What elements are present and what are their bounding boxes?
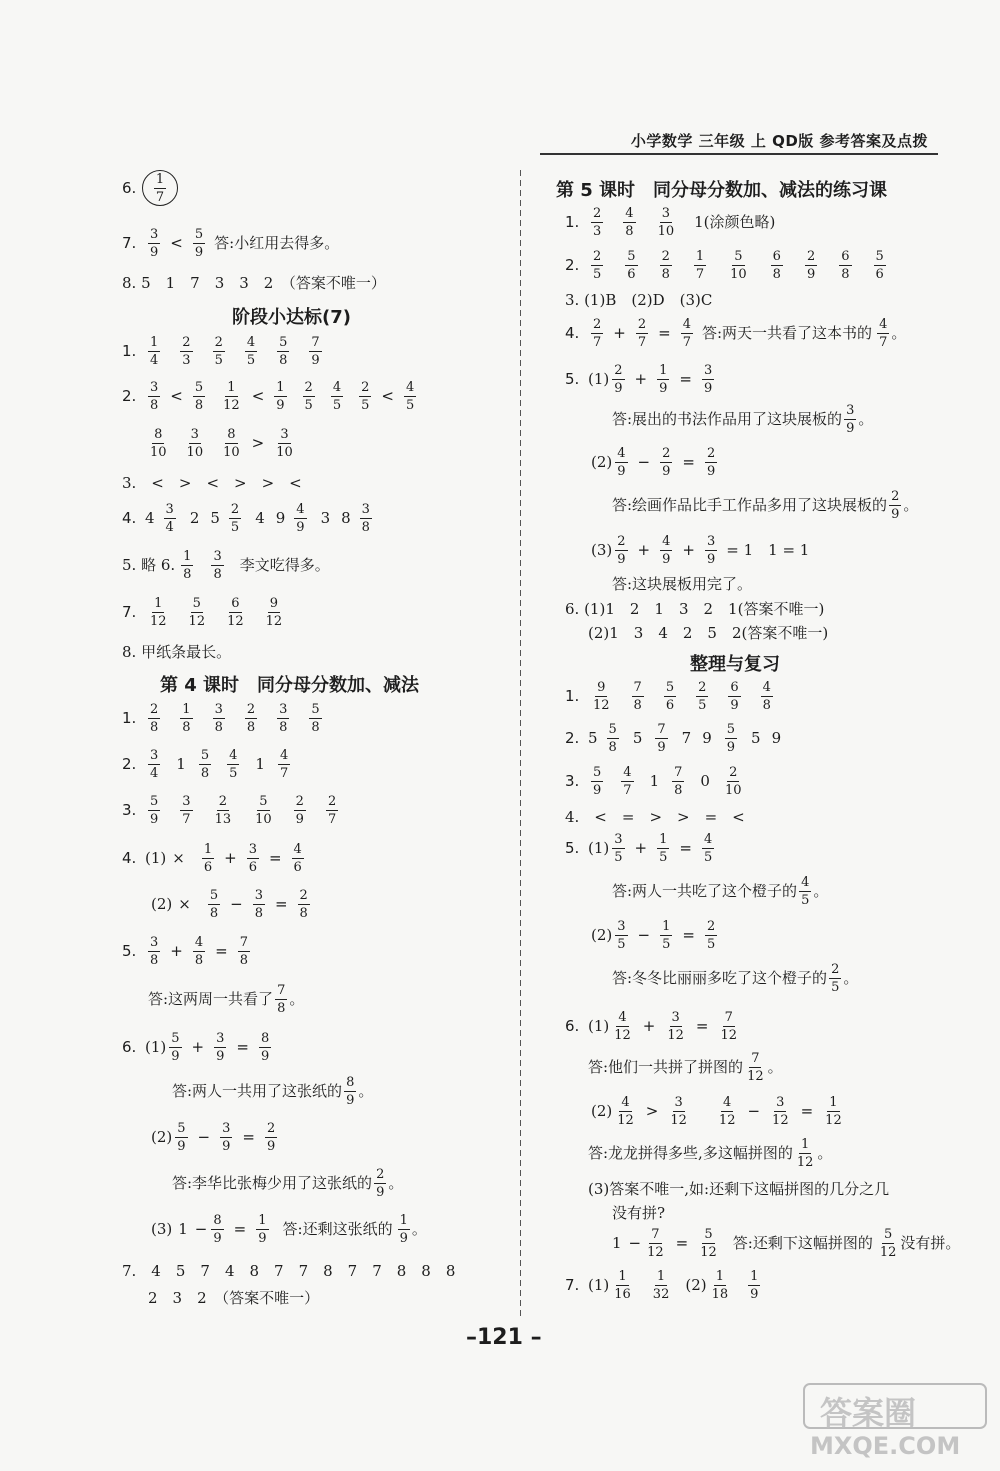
l5-answer-6a: 6. (1)1 2 1 3 2 1(答案不唯一): [565, 600, 825, 618]
l4-answer-6-2-reply: 答:李华比张梅少用了这张纸的 $\frac{2}{9}$ 。: [172, 1167, 404, 1200]
l4-answer-4-2: (2) × $\frac{5}{8}$ − $\frac{3}{8}$ = $\frac{2}{8}$: [151, 888, 308, 921]
running-header: 小学数学 三年级 上 QD版 参考答案及点拨: [630, 132, 928, 150]
stage-answer-2b: $\frac{8}{10}$ $\frac{3}{10}$ $\frac{8}{10}$ > $\frac{3}{10}$: [150, 427, 293, 460]
l5-answer-5-2: (2) $\frac{4}{9}$ − $\frac{2}{9}$ = $\frac{2}{9}$: [591, 446, 716, 479]
review-answer-6-3a: (3)答案不唯一,如:还剩下这幅拼图的几分之几: [588, 1180, 890, 1198]
answer-8: 8. 5 1 7 3 3 2 （答案不唯一）: [122, 274, 386, 292]
review-answer-6-1-reply: 答:他们一共拼了拼图的 $\frac{7}{12}$ 。: [588, 1051, 783, 1084]
review-answer-6-2-reply: 答:龙龙拼得多些,多这幅拼图的 $\frac{1}{12}$ 。: [588, 1137, 833, 1170]
l5-answer-2: 2. $\frac{2}{5}$ $\frac{5}{6}$ $\frac{2}{8}$ $\frac{1}{7}$ $\frac{5}{10}$ $\frac{6}{8}$ $\frac{2}{9}$ $\frac{6}{8}$ $\frac{5}{6}$: [565, 249, 884, 282]
review-answer-6-3c: 1 − $\frac{7}{12}$ = $\frac{5}{12}$ 答:还剩下这幅拼图的 $\frac{5}{12}$ 没有拼。: [612, 1227, 961, 1260]
stage-answer-3: 3. < > < > > <: [122, 474, 302, 492]
review-answer-5-2-reply: 答:冬冬比丽丽多吃了这个橙子的 $\frac{2}{5}$ 。: [612, 962, 859, 995]
section-title-lesson4: 第 4 课时 同分母分数加、减法: [160, 675, 420, 696]
l5-answer-5-3-reply: 答:这块展板用完了。: [612, 575, 753, 593]
review-answer-7: 7. (1) $\frac{1}{16}$ $\frac{1}{32}$ (2) $\frac{1}{18}$ $\frac{1}{9}$: [565, 1269, 759, 1302]
section-title-review: 整理与复习: [690, 654, 780, 675]
l4-answer-5: 5. $\frac{3}{8}$ + $\frac{4}{8}$ = $\frac{7}{8}$: [122, 935, 248, 968]
stage-answer-4: 4. 4 $\frac{3}{4}$ 2 5 $\frac{2}{5}$ 4 9 $\frac{4}{9}$ 3 8 $\frac{3}{8}$: [122, 502, 370, 535]
stage-answer-8: 8. 甲纸条最长。: [122, 643, 232, 661]
l4-answer-4-1: 4. (1) × $\frac{1}{6}$ + $\frac{3}{6}$ = $\frac{4}{6}$: [122, 842, 302, 875]
stage-answer-2a: 2. $\frac{3}{8}$ < $\frac{5}{8}$ $\frac{1}{12}$ < $\frac{1}{9}$ $\frac{2}{5}$ $\frac{4}{5}$ $\frac{2}{5}$ < $\frac{4}{5}$: [122, 380, 415, 413]
review-answer-6-1: 6. (1) $\frac{4}{12}$ + $\frac{3}{12}$ = $\frac{7}{12}$: [565, 1010, 738, 1043]
answer-6: 6. $\frac{1}{7}$: [122, 170, 178, 206]
page-number: –121 –: [466, 1325, 542, 1350]
review-answer-6-2: (2) $\frac{4}{12}$ > $\frac{3}{12}$ $\frac{4}{12}$ − $\frac{3}{12}$ = $\frac{1}{12}$: [591, 1095, 842, 1128]
stage-answer-7: 7. $\frac{1}{12}$ $\frac{5}{12}$ $\frac{6}{12}$ $\frac{9}{12}$: [122, 596, 283, 629]
l5-answer-4: 4. $\frac{2}{7}$ + $\frac{2}{7}$ = $\frac{4}{7}$ 答:两天一共看了这本书的 $\frac{4}{7}$ 。: [565, 317, 907, 350]
review-answer-5-1: 5. (1) $\frac{3}{5}$ + $\frac{1}{5}$ = $\frac{4}{5}$: [565, 832, 713, 865]
stage-answer-1: 1. $\frac{1}{4}$ $\frac{2}{3}$ $\frac{2}{5}$ $\frac{4}{5}$ $\frac{5}{8}$ $\frac{7}{9}$: [122, 335, 320, 368]
l5-answer-3: 3. (1)B (2)D (3)C: [565, 291, 713, 309]
column-divider: [520, 170, 521, 1320]
l4-answer-7a: 7. 4 5 7 4 8 7 7 8 7 7 8 8 8: [122, 1262, 456, 1280]
review-answer-1: 1. $\frac{9}{12}$ $\frac{7}{8}$ $\frac{5}{6}$ $\frac{2}{5}$ $\frac{6}{9}$ $\frac{4}{8}$: [565, 680, 771, 713]
stage-answer-5-6: 5. 略 6. $\frac{1}{8}$ $\frac{3}{8}$ 李文吃得多。: [122, 549, 330, 582]
l5-answer-1: 1. $\frac{2}{3}$ $\frac{4}{8}$ $\frac{3}{10}$ 1(涂颜色略): [565, 206, 776, 239]
l4-answer-6-3: (3) 1 − $\frac{8}{9}$ = $\frac{1}{9}$ 答:还剩这张纸的 $\frac{1}{9}$ 。: [151, 1213, 427, 1246]
header-rule: [540, 153, 938, 155]
l4-answer-7b: 2 3 2 （答案不唯一）: [148, 1289, 320, 1307]
answer-7: 7. $\frac{3}{9}$ < $\frac{5}{9}$ 答:小红用去得多。: [122, 227, 340, 260]
l4-answer-6-1: 6. (1) $\frac{5}{9}$ + $\frac{3}{9}$ = $\frac{8}{9}$: [122, 1031, 270, 1064]
section-title-lesson5: 第 5 课时 同分母分数加、减法的练习课: [556, 180, 888, 201]
section-title-stage: 阶段小达标(7): [232, 307, 351, 328]
watermark-mark: 答案圈: [820, 1394, 917, 1432]
circled-fraction: $\frac{1}{7}$: [142, 170, 178, 206]
review-answer-5-1-reply: 答:两人一共吃了这个橙子的 $\frac{4}{5}$ 。: [612, 875, 829, 908]
l4-answer-2: 2. $\frac{3}{4}$ 1 $\frac{5}{8}$ $\frac{4}{5}$ 1 $\frac{4}{7}$: [122, 748, 289, 781]
l5-answer-6b: (2)1 3 4 2 5 2(答案不唯一): [588, 624, 829, 642]
review-answer-4: 4. < = > > = <: [565, 808, 745, 826]
l4-answer-5-reply: 答:这两周一共看了 $\frac{7}{8}$ 。: [148, 983, 305, 1016]
l5-answer-5-2-reply: 答:绘画作品比手工作品多用了这块展板的 $\frac{2}{9}$ 。: [612, 489, 919, 522]
review-answer-2: 2. 5 $\frac{5}{8}$ 5 $\frac{7}{9}$ 7 9 $\frac{5}{9}$ 5 9: [565, 722, 782, 755]
review-answer-5-2: (2) $\frac{3}{5}$ − $\frac{1}{5}$ = $\frac{2}{5}$: [591, 919, 716, 952]
review-answer-3: 3. $\frac{5}{9}$ $\frac{4}{7}$ 1 $\frac{7}{8}$ 0 $\frac{2}{10}$: [565, 765, 742, 798]
review-answer-6-3b: 没有拼?: [612, 1204, 666, 1222]
l5-answer-5-1-reply: 答:展出的书法作品用了这块展板的 $\frac{3}{9}$ 。: [612, 403, 874, 436]
l4-answer-3: 3. $\frac{5}{9}$ $\frac{3}{7}$ $\frac{2}{13}$ $\frac{5}{10}$ $\frac{2}{9}$ $\frac{2}{7}$: [122, 794, 337, 827]
l4-answer-6-1-reply: 答:两人一共用了这张纸的 $\frac{8}{9}$ 。: [172, 1075, 374, 1108]
l4-answer-1: 1. $\frac{2}{8}$ $\frac{1}{8}$ $\frac{3}{8}$ $\frac{2}{8}$ $\frac{3}{8}$ $\frac{5}{8}$: [122, 702, 320, 735]
l4-answer-6-2: (2) $\frac{5}{9}$ − $\frac{3}{9}$ = $\frac{2}{9}$: [151, 1121, 276, 1154]
watermark-site: MXQE.COM: [810, 1432, 961, 1460]
l5-answer-5-1: 5. (1) $\frac{2}{9}$ + $\frac{1}{9}$ = $\frac{3}{9}$: [565, 363, 713, 396]
l5-answer-5-3: (3) $\frac{2}{9}$ + $\frac{4}{9}$ + $\frac{3}{9}$ = 1 1 = 1: [591, 534, 810, 567]
